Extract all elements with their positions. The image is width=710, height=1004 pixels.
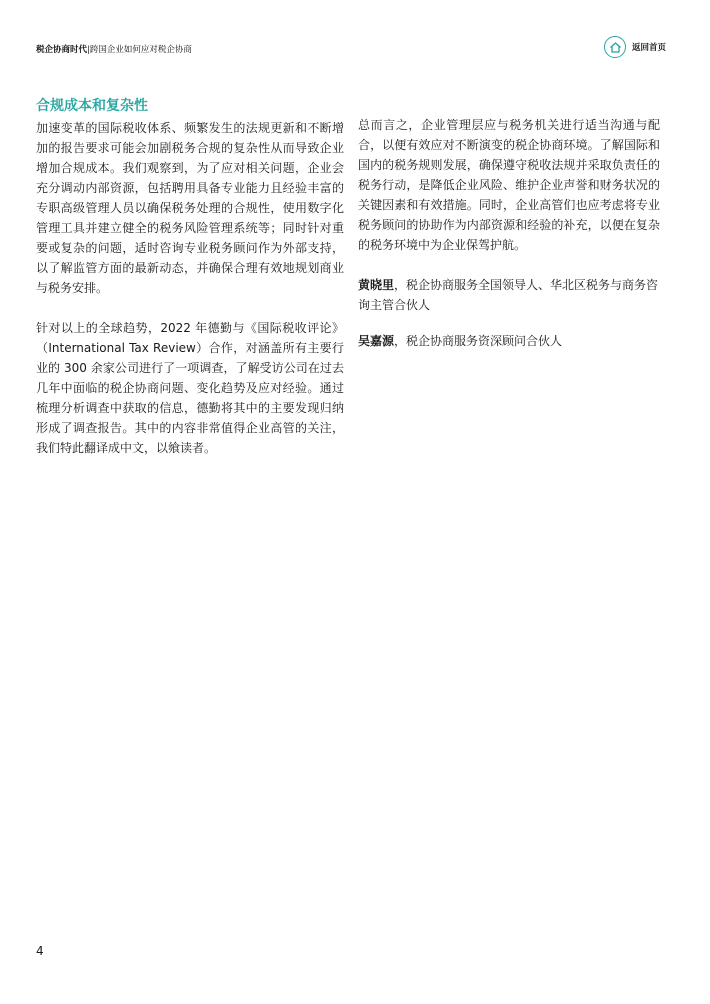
- header-series-title: 税企协商时代: [36, 45, 88, 55]
- author-2-role: ，税企协商服务资深顾问合伙人: [394, 334, 563, 348]
- left-column: [36, 96, 344, 458]
- home-icon: [604, 36, 626, 58]
- left-paragraph-2: 针对以上的全球趋势，2022 年德勤与《国际税收评论》（International Tax Review）合作，对涵盖所有主要行业的 300 余家公司进行了一项调查，了解受访公司在过去几年中面临的税企协商问题、变化趋势及应对经验。通过梳理分析调查中获取的信息，德勤将其中的主要发现归纳形成了调查报告。其中的内容非常值得企业高管的关注，我们特此翻译成中文，以飨读者。: [36, 321, 344, 455]
- section-title: 合规成本和复杂性: [36, 98, 148, 114]
- header-subtitle: |跨国企业如何应对税企协商: [87, 45, 192, 55]
- left-paragraph-1: 加速变革的国际税收体系、频繁发生的法规更新和不断增加的报告要求可能会加剧税务合规的复杂性从而导致企业增加合规成本。我们观察到，为了应对相关问题，企业会充分调动内部资源，包括聘用具备专业能力且经验丰富的专职高级管理人员以确保税务处理的合规性，使用数字化管理工具并建立健全的税务风险管理系统等；同时针对重要或复杂的问题，适时咨询专业税务顾问作为外部支持，以了解监管方面的最新动态，并确保合理有效地规划商业与税务安排。: [36, 121, 344, 295]
- author-1: [358, 275, 660, 315]
- home-link[interactable]: [604, 36, 666, 58]
- right-paragraph-1: 总而言之，企业管理层应与税务机关进行适当沟通与配合，以便有效应对不断演变的税企协商环境。了解国际和国内的税务规则发展，确保遵守税收法规并采取负责任的税务行动，是降低企业风险、维护企业声誉和财务状况的关键因素和有效措施。同时，企业高管们也应考虑将专业税务顾问的协助作为内部资源和经验的补充，以便在复杂的税务环境中为企业保驾护航。: [358, 118, 660, 252]
- author-2-name: 吴嘉源: [358, 334, 395, 348]
- author-2: [358, 331, 660, 351]
- page-number: 4: [36, 944, 44, 958]
- author-1-role: ，税企协商服务全国领导人、华北区税务与商务咨询主管合伙人: [358, 278, 659, 312]
- right-column: [358, 115, 660, 351]
- home-label: 返回首页: [632, 43, 667, 53]
- author-1-name: 黄晓里: [358, 278, 395, 292]
- running-header: [36, 43, 192, 55]
